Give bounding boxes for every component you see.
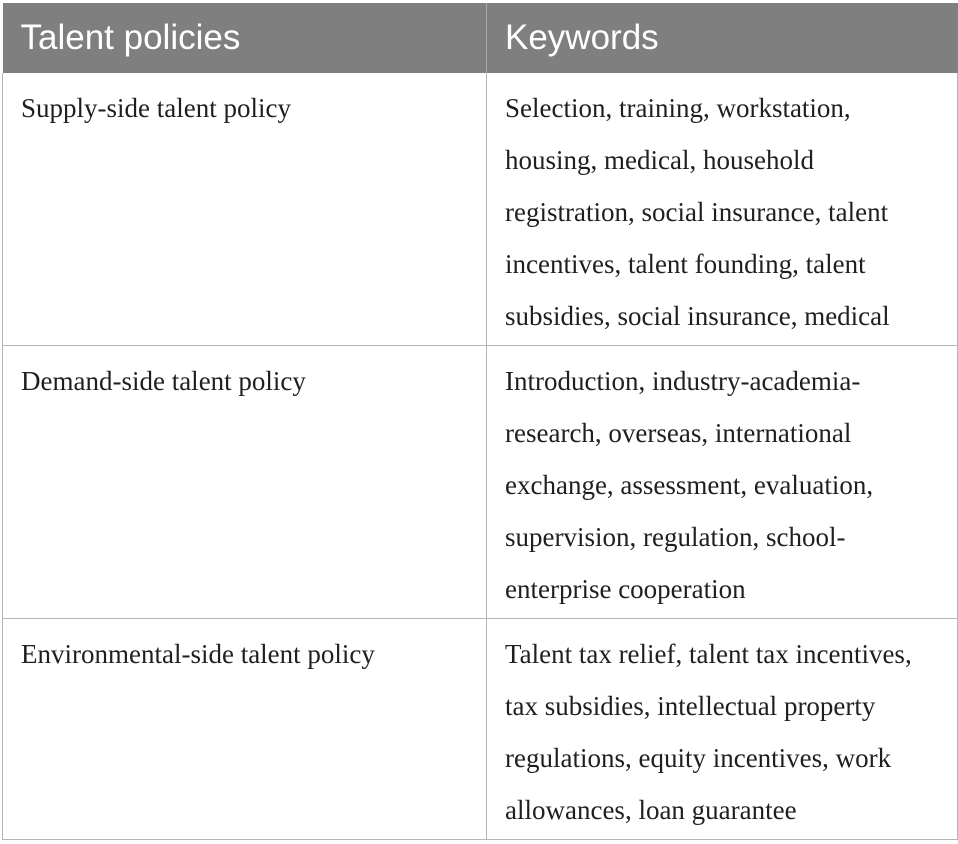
table-row <box>3 73 958 346</box>
policy-keywords-table <box>2 3 958 840</box>
table-row <box>3 346 958 619</box>
header-talent-policies: Talent policies <box>3 3 487 73</box>
keywords-cell: Selection, training, workstation, housing, medical, household registration, social insurance, talent incentives, talent founding, talent subsidies, social insurance, medical <box>487 73 958 346</box>
keywords-cell: Introduction, industry-academia-research, overseas, international exchange, assessment, evaluation, supervision, regulation, school-enterprise cooperation <box>487 346 958 619</box>
policy-cell: Supply-side talent policy <box>3 73 487 346</box>
table-body <box>3 73 958 840</box>
keywords-cell: Talent tax relief, talent tax incentives, tax subsidies, intellectual property regulations, equity incentives, work allowances, loan guarantee <box>487 619 958 840</box>
policy-cell: Environmental-side talent policy <box>3 619 487 840</box>
header-keywords: Keywords <box>487 3 958 73</box>
table-row <box>3 619 958 840</box>
header-row <box>3 3 958 73</box>
table-header <box>3 3 958 73</box>
policy-cell: Demand-side talent policy <box>3 346 487 619</box>
